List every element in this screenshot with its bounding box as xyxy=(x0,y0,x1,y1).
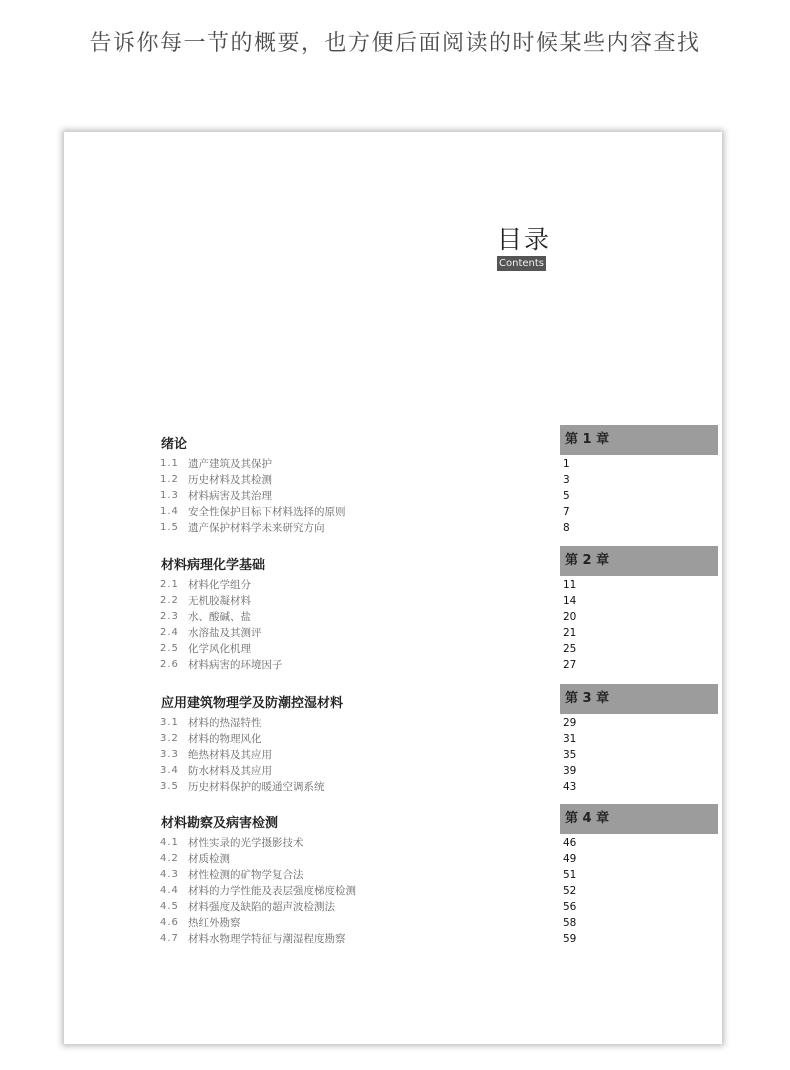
entry-page: 11 xyxy=(563,579,577,591)
toc-entry[interactable] xyxy=(64,504,722,520)
entry-number: 2.2 xyxy=(160,595,179,606)
entry-page: 21 xyxy=(563,627,577,639)
entry-number: 4.1 xyxy=(160,837,179,848)
toc-entry[interactable] xyxy=(64,472,722,488)
entry-number: 3.2 xyxy=(160,733,179,744)
entry-page: 49 xyxy=(563,853,577,865)
entry-title: 材性检测的矿物学复合法 xyxy=(188,869,304,881)
entry-title: 材料病害及其治理 xyxy=(188,490,272,502)
entry-page: 29 xyxy=(563,717,577,729)
toc-entry[interactable] xyxy=(64,779,722,795)
entry-page: 35 xyxy=(563,749,577,761)
chapter-label: 第 2 章 xyxy=(560,546,718,576)
entry-title: 无机胶凝材料 xyxy=(188,595,251,607)
entry-title: 材料的物理风化 xyxy=(188,733,262,745)
toc-entry[interactable] xyxy=(64,931,722,947)
page-caption: 告诉你每一节的概要，也方便后面阅读的时候某些内容查找 xyxy=(89,31,701,56)
entry-title: 水、酸碱、盐 xyxy=(188,611,251,623)
entry-page: 3 xyxy=(563,474,570,486)
toc-entry[interactable] xyxy=(64,835,722,851)
entry-number: 3.1 xyxy=(160,717,179,728)
book-page xyxy=(64,132,722,1044)
toc-entry[interactable] xyxy=(64,899,722,915)
toc-entry[interactable] xyxy=(64,915,722,931)
entry-title: 材料化学组分 xyxy=(188,579,251,591)
entry-number: 2.4 xyxy=(160,627,179,638)
entry-title: 材性实录的光学摄影技术 xyxy=(188,837,304,849)
entry-title: 遗产保护材料学未来研究方向 xyxy=(188,522,325,534)
entry-page: 27 xyxy=(563,659,577,671)
entry-page: 20 xyxy=(563,611,577,623)
entry-page: 5 xyxy=(563,490,570,502)
entry-title: 材料病害的环境因子 xyxy=(188,659,283,671)
toc-entry[interactable] xyxy=(64,763,722,779)
entry-title: 化学风化机理 xyxy=(188,643,251,655)
toc-entry[interactable] xyxy=(64,520,722,536)
entry-title: 安全性保护目标下材料选择的原则 xyxy=(188,506,346,518)
toc-entry[interactable] xyxy=(64,488,722,504)
chapter-label: 第 3 章 xyxy=(560,684,718,714)
entry-title: 水溶盐及其测评 xyxy=(188,627,262,639)
entry-list xyxy=(64,577,722,673)
section-title: 材料病理化学基础 xyxy=(161,558,266,573)
entry-title: 历史材料及其检测 xyxy=(188,474,272,486)
entry-number: 2.6 xyxy=(160,659,179,670)
toc-entry[interactable] xyxy=(64,731,722,747)
chapter-label: 第 1 章 xyxy=(560,425,718,455)
entry-number: 1.5 xyxy=(160,522,179,533)
toc-entry[interactable] xyxy=(64,747,722,763)
entry-list xyxy=(64,715,722,795)
entry-number: 1.1 xyxy=(160,458,179,469)
entry-page: 31 xyxy=(563,733,577,745)
toc-entry[interactable] xyxy=(64,715,722,731)
entry-title: 遗产建筑及其保护 xyxy=(188,458,272,470)
entry-list xyxy=(64,456,722,536)
entry-number: 1.4 xyxy=(160,506,179,517)
entry-page: 51 xyxy=(563,869,577,881)
entry-page: 39 xyxy=(563,765,577,777)
entry-title: 材料的热湿特性 xyxy=(188,717,262,729)
toc-entry[interactable] xyxy=(64,883,722,899)
entry-number: 4.6 xyxy=(160,917,179,928)
entry-page: 7 xyxy=(563,506,570,518)
entry-title: 绝热材料及其应用 xyxy=(188,749,272,761)
entry-title: 材料强度及缺陷的超声波检测法 xyxy=(188,901,335,913)
section-title: 绪论 xyxy=(161,437,188,452)
entry-page: 56 xyxy=(563,901,577,913)
entry-number: 2.3 xyxy=(160,611,179,622)
entry-number: 1.3 xyxy=(160,490,179,501)
toc-title: 目录 xyxy=(497,225,552,254)
entry-page: 14 xyxy=(563,595,577,607)
toc-entry[interactable] xyxy=(64,456,722,472)
entry-page: 58 xyxy=(563,917,577,929)
toc-entry[interactable] xyxy=(64,657,722,673)
entry-page: 8 xyxy=(563,522,570,534)
section-title: 材料勘察及病害检测 xyxy=(161,816,279,831)
entry-page: 43 xyxy=(563,781,577,793)
entry-page: 59 xyxy=(563,933,577,945)
toc-subtitle: Contents xyxy=(497,256,546,271)
entry-page: 52 xyxy=(563,885,577,897)
section-title: 应用建筑物理学及防潮控湿材料 xyxy=(161,696,344,711)
entry-number: 4.7 xyxy=(160,933,179,944)
entry-title: 材料的力学性能及表层强度梯度检测 xyxy=(188,885,356,897)
entry-number: 3.3 xyxy=(160,749,179,760)
chapter-label: 第 4 章 xyxy=(560,804,718,834)
entry-page: 1 xyxy=(563,458,570,470)
entry-list xyxy=(64,835,722,947)
entry-number: 4.4 xyxy=(160,885,179,896)
entry-number: 4.2 xyxy=(160,853,179,864)
toc-entry[interactable] xyxy=(64,851,722,867)
entry-number: 3.4 xyxy=(160,765,179,776)
toc-entry[interactable] xyxy=(64,867,722,883)
toc-entry[interactable] xyxy=(64,577,722,593)
entry-number: 4.5 xyxy=(160,901,179,912)
toc-entry[interactable] xyxy=(64,641,722,657)
entry-number: 2.1 xyxy=(160,579,179,590)
toc-entry[interactable] xyxy=(64,625,722,641)
entry-number: 2.5 xyxy=(160,643,179,654)
entry-title: 防水材料及其应用 xyxy=(188,765,272,777)
entry-page: 25 xyxy=(563,643,577,655)
toc-entry[interactable] xyxy=(64,609,722,625)
entry-title: 历史材料保护的暖通空调系统 xyxy=(188,781,325,793)
entry-title: 材料水物理学特征与潮湿程度勘察 xyxy=(188,933,346,945)
entry-number: 1.2 xyxy=(160,474,179,485)
entry-title: 材质检测 xyxy=(188,853,230,865)
entry-title: 热红外勘察 xyxy=(188,917,241,929)
entry-number: 3.5 xyxy=(160,781,179,792)
entry-page: 46 xyxy=(563,837,577,849)
entry-number: 4.3 xyxy=(160,869,179,880)
toc-entry[interactable] xyxy=(64,593,722,609)
